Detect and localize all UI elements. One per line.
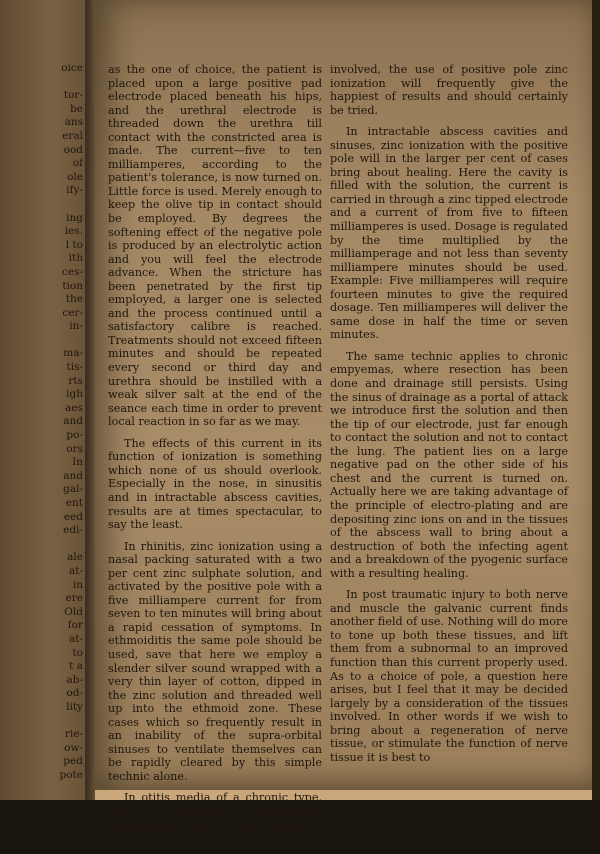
facing-page-line: ors [66, 442, 83, 455]
facing-page-text [43, 62, 83, 782]
facing-page-line: rie- [64, 728, 83, 741]
paragraph: In otitis media of a chronic type, with a ruptured or perforated tympanum and where the mastoid is not [108, 791, 322, 846]
facing-page-line: be [70, 102, 83, 115]
facing-page-line: Old [64, 605, 83, 618]
facing-page-line [43, 198, 83, 212]
facing-page-line [43, 715, 83, 729]
facing-page-line: at- [68, 564, 83, 577]
facing-page-line: pote [59, 768, 83, 781]
facing-page-line: l to [65, 238, 83, 251]
text-column-left [108, 63, 322, 854]
facing-page-line: ans [64, 116, 83, 129]
facing-page-line [43, 334, 83, 348]
facing-page-line: eral [62, 129, 83, 142]
facing-page-line: In [72, 456, 83, 469]
facing-page-line: gal- [63, 483, 83, 496]
facing-page-line: for [67, 619, 83, 632]
facing-page-line: ify- [66, 184, 83, 197]
facing-page-line: ole [67, 170, 83, 183]
paragraph: The effects of this current in its function of ionization is something which none of us should overlook. Especially in the nose, in sinusitis and in intractable abscess cavities, results are at times spectacular, to say the least. [108, 436, 322, 532]
facing-page-line: od- [66, 687, 83, 700]
facing-page-line: ood [63, 143, 83, 156]
facing-page-line: edi- [63, 524, 83, 537]
facing-page-line: rts [68, 374, 83, 387]
facing-page-line: to [72, 646, 83, 659]
facing-page [0, 0, 85, 800]
facing-page-line: ow- [64, 741, 83, 754]
facing-page-line: in- [69, 320, 83, 333]
facing-page-line: po- [66, 429, 83, 442]
facing-page-line: eed [63, 510, 83, 523]
facing-page-line: t a [69, 660, 83, 673]
facing-page-line: oice [61, 62, 83, 74]
facing-page-line: ith [68, 252, 83, 265]
paragraph: The same technic applies to chronic empyemas, where resection has been done and drainage still persists. Using the sinus of drainage as a portal of attack we introduce first the solution and then the tip of our electrode, just far enough to contact the solution and not to contact the lung. The patient lies on a large negative pad on the other side of his chest and the current is turned on. Actually here we are taking advantage of the principle of electro-plating and are depositing zinc ions on and in the tissues of the abscess wall to bring about a destruction of both the infecting agent and a breakdown of the pyogenic surface with a resulting healing. [330, 349, 568, 580]
text-column-right [330, 63, 568, 772]
facing-page-line [43, 76, 83, 90]
facing-page-line: and [63, 469, 83, 482]
facing-page-line: ab- [66, 673, 83, 686]
facing-page-line: cer- [62, 306, 83, 319]
paragraph: In intractable abscess cavities and sinuses, zinc ionization with the positive pole will in the larger per cent of cases bring about healing. Here the cavity is filled with the solution, the current is carried in through a zinc tipped electrode and a current of from five to fifteen milliamperes is used. Dosage is regulated by the time multiplied by the milliamperage and not less than seventy milliampere minutes should be used. Example: Five milliamperes will require fourteen minutes to give the required dosage. Ten milliamperes will deliver the same dose in half the time or seven minutes. [330, 125, 568, 342]
facing-page-line: ale [67, 551, 83, 564]
facing-page-line: tion [62, 279, 83, 292]
facing-page-line: in [72, 578, 83, 591]
facing-page-line [43, 538, 83, 552]
facing-page-line: ped [63, 755, 83, 768]
page-right-edge [592, 0, 600, 800]
facing-page-line: ent [65, 497, 83, 509]
paragraph: In post traumatic injury to both nerve and muscle the galvanic current finds another field of use. Nothing will do more to tone up both these tissues, and lift them from a subnormal to an improved function than this current properly used. As to a choice of pole, a question here arises, but I feel that it may be decided largely by a consideration of the tissues involved. In other words if we wish to bring about a regeneration of nerve tissue, or stimulate the function of nerve tissue it is best to [330, 588, 568, 764]
paragraph: involved, the use of positive pole zinc ionization will frequently give the happiest of results and should certainly be tried. [330, 63, 568, 117]
paragraph: as the one of choice, the patient is placed upon a large positive pad electrode placed beneath his hips, and the urethral electrode is threaded down the urethra till contact with the constricted area is made. The current—five to ten milliamperes, according to the patient's tolerance, is now turned on. Little force is used. Merely enough to keep the olive tip in contact should be employed. By degrees the softening effect of the negative pole is produced by an electrolytic action and you will feel the electrode advance. When the stricture has been penetrated by the first tip employed, a larger one is selected and the process continued until a satisfactory calibre is reached. Treatments should not exceed fifteen minutes and should be repeated every second or third day and urethra should be instilled with a weak silver salt at the end of the seance each time in order to prevent local reaction in so far as we may. [108, 63, 322, 429]
facing-page-line: lity [66, 700, 83, 713]
facing-page-line: ces- [61, 265, 83, 278]
facing-page-line: igh [66, 388, 83, 401]
facing-page-line: ma- [63, 347, 83, 360]
facing-page-line: of [72, 157, 83, 170]
facing-page-line: ing [66, 211, 83, 224]
facing-page-line: at- [68, 632, 83, 645]
paragraph: In rhinitis, zinc ionization using a nasal packing saturated with a two per cent zinc sulphate solution, and activated by the positive pole with a five milliampere current for from seven to ten minutes will bring about a rapid cessation of symptoms. In ethmoiditis the same pole should be used, save that here we employ a slender silver sound wrapped with a very thin layer of cotton, dipped in the zinc solution and threaded well up into the ethmoid zone. These cases which so frequently result in an inability of the supra-orbital sinuses to ventilate themselves can be rapidly cleared by this simple technic alone. [108, 539, 322, 783]
facing-page-line: ere [65, 592, 83, 605]
facing-page-line: tis- [66, 361, 83, 374]
facing-page-line: and [63, 415, 83, 428]
facing-page-line: ies. [64, 225, 83, 238]
facing-page-line: the [65, 293, 83, 306]
facing-page-line: aes [65, 401, 83, 414]
facing-page-line: tor- [63, 89, 83, 102]
